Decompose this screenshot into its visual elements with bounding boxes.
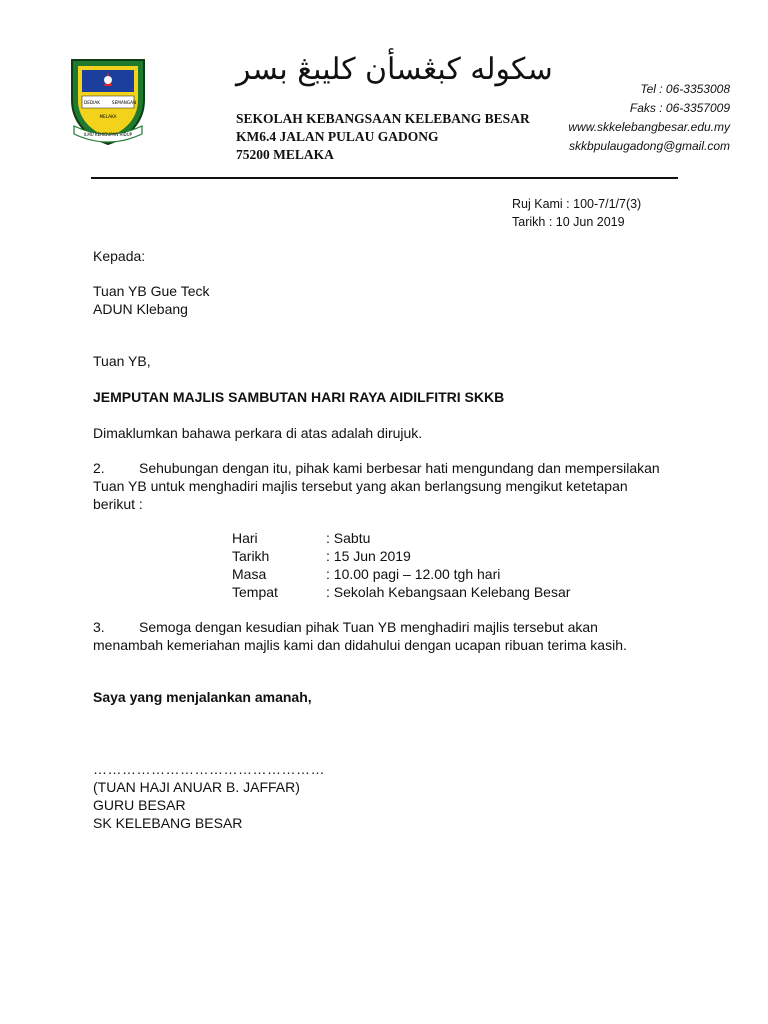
paragraph-3-line1: Semoga dengan kesudian pihak Tuan YB menghadiri majlis tersebut akan [139, 619, 598, 635]
signature-line: ………………………………………… [93, 761, 325, 777]
signer-title: GURU BESAR [93, 797, 186, 813]
reference-number: Ruj Kami : 100-7/1/7(3) [512, 197, 642, 211]
detail-value: : 10.00 pagi – 12.00 tgh hari [326, 566, 501, 582]
school-crest-icon [66, 56, 150, 146]
detail-row-tempat [232, 583, 570, 601]
reference-block [512, 195, 641, 231]
detail-label: Masa [232, 566, 267, 582]
recipient-block [93, 282, 209, 318]
contact-block [568, 80, 730, 156]
tel-number: Tel : 06-3353008 [640, 82, 730, 96]
paragraph-2 [93, 459, 685, 513]
crest-text-right: SEMANGAN [111, 100, 137, 105]
paragraph-2-line2: Tuan YB untuk menghadiri majlis tersebut yang akan berlangsung mengikut ketetapan [93, 478, 628, 494]
salutation: Tuan YB, [93, 353, 151, 369]
paragraph-2-line3: berikut : [93, 496, 143, 512]
crest-motto: ILMU KEHIDUPAN HIDUP [83, 132, 133, 137]
paragraph-3-line2: menambah kemeriahan majlis kami dan didahului dengan ucapan ribuan terima kasih. [93, 637, 627, 653]
detail-label: Tempat [232, 584, 278, 600]
paragraph-3 [93, 618, 685, 654]
paragraph-2-line1: Sehubungan dengan itu, pihak kami berbesar hati mengundang dan mempersilakan [139, 460, 660, 476]
detail-value: : Sekolah Kebangsaan Kelebang Besar [326, 584, 571, 600]
detail-value: : Sabtu [326, 530, 371, 546]
website-link[interactable]: www.skkelebangbesar.edu.my [568, 120, 730, 134]
address-line2: 75200 MELAKA [236, 147, 334, 162]
fax-number: Faks : 06-3357009 [629, 101, 730, 115]
header-divider [91, 177, 678, 179]
crest-text-left: DEDIAK [84, 100, 100, 105]
school-name: SEKOLAH KEBANGSAAN KELEBANG BESAR [236, 111, 530, 126]
letter-date: Tarikh : 10 Jun 2019 [512, 215, 625, 229]
paragraph-1: Dimaklumkan bahawa perkara di atas adalah dirujuk. [93, 425, 423, 441]
signer-name: (TUAN HAJI ANUAR B. JAFFAR) [93, 779, 300, 795]
signer-school: SK KELEBANG BESAR [93, 815, 243, 831]
paragraph-3-number: 3. [93, 619, 105, 635]
detail-value: : 15 Jun 2019 [326, 548, 411, 564]
recipient-name: Tuan YB Gue Teck [93, 283, 210, 299]
signature-block [93, 760, 325, 832]
closing-line: Saya yang menjalankan amanah, [93, 689, 312, 705]
recipient-title: ADUN Klebang [93, 301, 188, 317]
school-address-block [236, 110, 530, 164]
detail-row-masa [232, 565, 570, 583]
crest-state: MELAKA [99, 114, 117, 119]
letter-subject: JEMPUTAN MAJLIS SAMBUTAN HARI RAYA AIDILFITRI SKKB [93, 389, 505, 405]
detail-label: Hari [232, 530, 258, 546]
detail-label: Tarikh [232, 548, 270, 564]
detail-row-hari [232, 529, 570, 547]
kepada-label: Kepada: [93, 248, 146, 264]
paragraph-2-number: 2. [93, 460, 105, 476]
email-link[interactable]: skkbpulaugadong@gmail.com [569, 139, 730, 153]
event-details [232, 529, 570, 601]
detail-row-tarikh [232, 547, 570, 565]
address-line1: KM6.4 JALAN PULAU GADONG [236, 129, 439, 144]
jawi-school-name: سكوله كبڠسأن كليبڠ بسر [236, 52, 553, 87]
